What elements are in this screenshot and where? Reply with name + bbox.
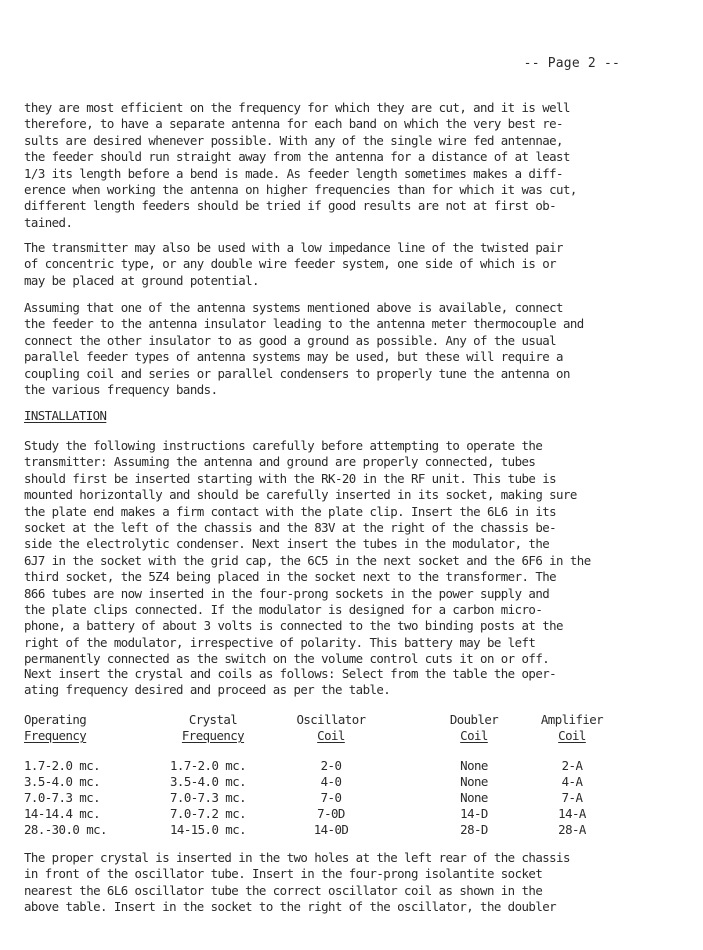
header-frequency: Frequency (181, 728, 245, 743)
cell-crystal: 7.0-7.3 mc. (170, 790, 247, 805)
text-line: they are most efficient on the frequency for which they are cut, and it is well (24, 100, 570, 115)
cell-crystal: 3.5-4.0 mc. (170, 774, 247, 789)
cell-operating: 3.5-4.0 mc. (24, 774, 101, 789)
cell-oscillator: 7-0D (317, 806, 345, 821)
table-row (24, 758, 664, 774)
paragraph-installation (24, 438, 591, 667)
header-frequency: Frequency (24, 728, 87, 743)
cell-doubler: None (460, 758, 488, 773)
text-line: side the electrolytic condenser. Next insert the tubes in the modulator, the (24, 536, 550, 552)
text-line: erence when working the antenna on higher frequencies than for which it was cut, (24, 181, 577, 197)
cell-amplifier: 2-A (561, 758, 583, 773)
text-line: third socket, the 5Z4 being placed in the socket next to the transformer. The (24, 569, 557, 585)
text-line: of concentric type, or any double wire feeder system, one side of which is or (24, 256, 557, 272)
text-line: the feeder should run straight away from the antenna for a distance of at least (24, 149, 570, 165)
text-line: transmitter: Assuming the antenna and ground are properly connected, tubes (24, 454, 536, 470)
text-line: phone, a battery of about 3 volts is connected to the two binding posts at the (24, 618, 563, 634)
text-line: permanently connected as the switch on the volume control cuts it on or off. (24, 651, 550, 667)
text-line: the feeder to the antenna insulator leading to the antenna meter thermocouple and (24, 316, 584, 332)
text-line: nearest the 6L6 oscillator tube the correct oscillator coil as shown in the (24, 882, 543, 898)
text-line: Next insert the crystal and coils as follows: Select from the table the oper- (24, 666, 557, 681)
paragraph-low-impedance (24, 240, 563, 289)
cell-operating: 7.0-7.3 mc. (24, 790, 101, 805)
cell-operating: 14-14.4 mc. (24, 806, 101, 821)
text-line: 866 tubes are now inserted in the four-prong sockets in the power supply and (24, 585, 550, 601)
text-line: Assuming that one of the antenna systems mentioned above is available, connect (24, 300, 563, 315)
header-amplifier: Amplifier (540, 712, 604, 727)
text-line: above table. Insert in the socket to the right of the oscillator, the doubler (24, 899, 557, 915)
header-coil: Coil (460, 728, 488, 743)
text-line: coupling coil and series or parallel condensers to properly tune the antenna on (24, 365, 570, 381)
cell-doubler: None (460, 774, 488, 789)
text-line: 1/3 its length before a bend is made. As feeder length sometimes makes a diff- (24, 165, 563, 181)
cell-amplifier: 14-A (558, 806, 586, 821)
header-crystal: Crystal (188, 712, 238, 727)
text-line: the plate end makes a firm contact with the plate clip. Insert the 6L6 in its (24, 503, 557, 519)
text-line: right of the modulator, irrespective of polarity. This battery may be left (24, 634, 536, 650)
text-line: may be placed at ground potential. (24, 272, 259, 288)
table-header-row-2 (24, 728, 664, 744)
cell-operating: 1.7-2.0 mc. (24, 758, 101, 773)
text-line: The proper crystal is inserted in the two holes at the left rear of the chassis (24, 850, 570, 865)
text-line: tained. (24, 214, 73, 230)
cell-oscillator: 2-0 (320, 758, 342, 773)
text-line: ating frequency desired and proceed as per the table. (24, 682, 391, 698)
text-line: should first be inserted starting with the RK-20 in the RF unit. This tube is (24, 470, 557, 486)
header-coil: Coil (317, 728, 345, 743)
paragraph-crystal-insertion (24, 850, 570, 916)
text-line: parallel feeder types of antenna systems may be used, but these will require a (24, 349, 563, 365)
text-line: connect the other insulator to as good a ground as possible. Any of the usual (24, 332, 557, 348)
cell-crystal: 14-15.0 mc. (170, 822, 247, 837)
header-oscillator: Oscillator (296, 712, 366, 727)
cell-oscillator: 4-0 (320, 774, 342, 789)
cell-amplifier: 7-A (561, 790, 583, 805)
text-line: The transmitter may also be used with a low impedance line of the twisted pair (24, 240, 563, 255)
table-header-row-1 (24, 712, 664, 728)
cell-doubler: 14-D (460, 806, 488, 821)
text-line: Study the following instructions carefully before attempting to operate the (24, 438, 543, 453)
table-row (24, 806, 664, 822)
table-row (24, 790, 664, 806)
text-line: in front of the oscillator tube. Insert in the four-prong isolantite socket (24, 866, 543, 882)
text-line: the plate clips connected. If the modulator is designed for a carbon micro- (24, 601, 543, 617)
installation-heading: INSTALLATION (24, 408, 107, 423)
paragraph-crystal-coils (24, 666, 556, 699)
header-coil: Coil (558, 728, 586, 743)
cell-doubler: 28-D (460, 822, 488, 837)
cell-oscillator: 14-0D (313, 822, 349, 837)
cell-crystal: 7.0-7.2 mc. (170, 806, 247, 821)
cell-amplifier: 28-A (558, 822, 586, 837)
paragraph-antenna-systems (24, 300, 584, 398)
cell-oscillator: 7-0 (320, 790, 342, 805)
text-line: different length feeders should be tried if good results are not at first ob- (24, 198, 557, 214)
cell-amplifier: 4-A (561, 774, 583, 789)
table-row (24, 774, 664, 790)
text-line: the various frequency bands. (24, 381, 218, 397)
table-row (24, 822, 664, 838)
cell-operating: 28.-30.0 mc. (24, 822, 107, 837)
cell-doubler: None (460, 790, 488, 805)
text-line: 6J7 in the socket with the grid cap, the 6C5 in the next socket and the 6F6 in the (24, 552, 591, 568)
header-doubler: Doubler (449, 712, 499, 727)
text-line: mounted horizontally and should be carefully inserted in its socket, making sure (24, 487, 577, 503)
text-line: therefore, to have a separate antenna for each band on which the very best re- (24, 116, 563, 132)
text-line: sults are desired whenever possible. With any of the single wire fed antennae, (24, 132, 563, 148)
cell-crystal: 1.7-2.0 mc. (170, 758, 247, 773)
text-line: socket at the left of the chassis and the 83V at the right of the chassis be- (24, 519, 557, 535)
page-header: -- Page 2 -- (523, 56, 620, 71)
header-operating: Operating (24, 712, 87, 727)
paragraph-antenna-cut (24, 100, 577, 231)
